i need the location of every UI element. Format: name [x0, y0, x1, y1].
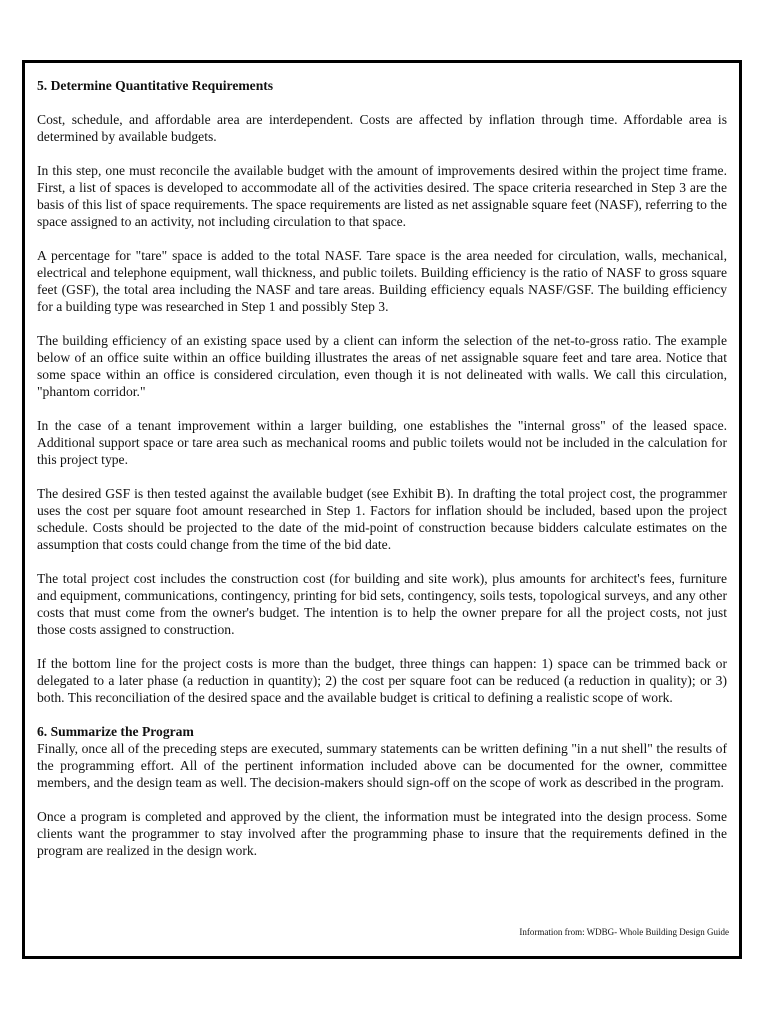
section-heading-summarize-program: 6. Summarize the Program [37, 724, 194, 739]
paragraph: In the case of a tenant improvement within a larger building, one establishes the "internal gross" of the leased space. Additional support space or tare area such as mechanical rooms and public toilets would not be included in the calculation for this project type. [37, 418, 727, 467]
paragraph: In this step, one must reconcile the available budget with the amount of improvements desired within the project time frame. First, a list of spaces is developed to accommodate all of the activities desired. The space criteria researched in Step 3 are the basis of this list of space requirements. The space requirements are listed as net assignable square feet (NASF), referring to the space assigned to an activity, not including circulation to that space. [37, 163, 727, 229]
paragraph: A percentage for "tare" space is added to the total NASF. Tare space is the area needed for circulation, walls, mechanical, electrical and telephone equipment, wall thickness, and public toilets. Building efficiency is the ratio of NASF to gross square feet (GSF), the total area including the NASF and tare areas. Building efficiency equals NASF/GSF. The building efficiency for a building type was researched in Step 1 and possibly Step 3. [37, 248, 727, 314]
paragraph: Finally, once all of the preceding steps are executed, summary statements can be written defining "in a nut shell" the results of the programming effort. All of the pertinent information included above can be documented for the owner, committee members, and the design team as well. The decision-makers should sign-off on the scope of work as described in the program. [37, 741, 727, 790]
paragraph: If the bottom line for the project costs is more than the budget, three things can happen: 1) space can be trimmed back or delegated to a later phase (a reduction in quantity); 2) the cost per square foot can be reduced (a reduction in quality); or 3) both. This reconciliation of the desired space and the available budget is critical to defining a realistic scope of work. [37, 656, 727, 705]
paragraph: The total project cost includes the construction cost (for building and site work), plus amounts for architect's fees, furniture and equipment, communications, contingency, printing for bid sets, contingency, soils tests, topological surveys, and any other costs that must come from the owner's budget. The intention is to help the owner prepare for all the project costs, not just those costs assigned to construction. [37, 571, 727, 637]
document-frame [22, 60, 742, 959]
section-heading-determine-requirements: 5. Determine Quantitative Requirements [37, 78, 274, 93]
paragraph: The building efficiency of an existing space used by a client can inform the selection of the net-to-gross ratio. The example below of an office suite within an office building illustrates the areas of net assignable square feet and tare area. Notice that some space within an office is considered circulation, even though it is not delineated with walls. We call this circulation, "phantom corridor." [37, 333, 727, 399]
source-credit: Information from: WDBG- Whole Building Design Guide [519, 927, 729, 937]
paragraph: Once a program is completed and approved by the client, the information must be integrated into the design process. Some clients want the programmer to stay involved after the programming phase to insure that the requirements defined in the program are realized in the design work. [37, 809, 727, 858]
paragraph: Cost, schedule, and affordable area are interdependent. Costs are affected by inflation through time. Affordable area is determined by available budgets. [37, 112, 727, 144]
paragraph: The desired GSF is then tested against the available budget (see Exhibit B). In drafting the total project cost, the programmer uses the cost per square foot amount researched in Step 1. Factors for inflation should be included, based upon the project schedule. Costs should be projected to the date of the mid-point of construction because bidders calculate estimates on the assumption that costs could change from the time of the bid date. [37, 486, 727, 552]
